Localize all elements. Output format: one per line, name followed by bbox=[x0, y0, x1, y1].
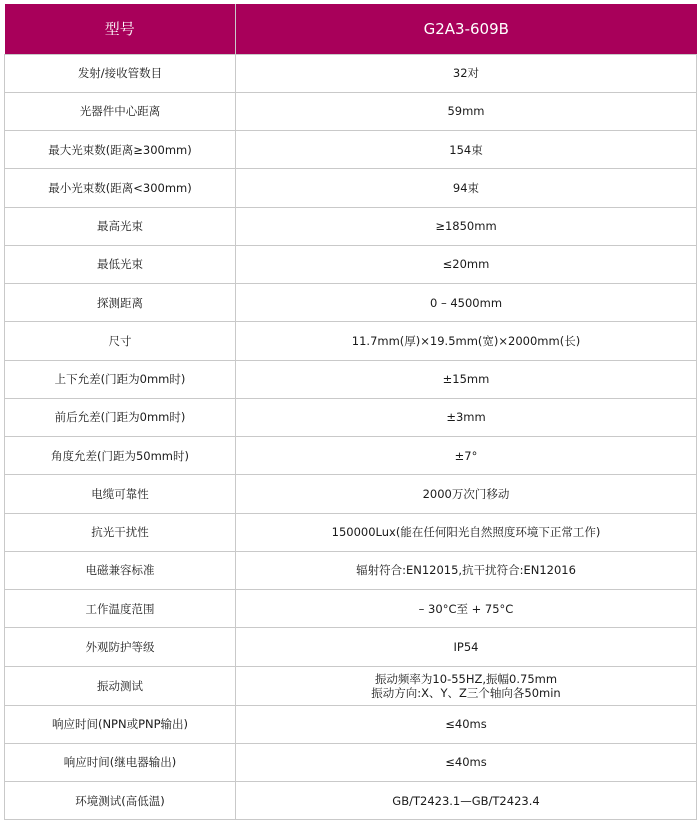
spec-value: ±15mm bbox=[236, 360, 697, 398]
spec-label: 发射/接收管数目 bbox=[5, 54, 236, 92]
spec-label: 外观防护等级 bbox=[5, 628, 236, 666]
spec-label: 响应时间(继电器输出) bbox=[5, 743, 236, 781]
spec-label: 电磁兼容标准 bbox=[5, 551, 236, 589]
spec-value: 32对 bbox=[236, 54, 697, 92]
spec-label: 角度允差(门距为50mm时) bbox=[5, 437, 236, 475]
spec-label: 工作温度范围 bbox=[5, 590, 236, 628]
model-value: G2A3-609B bbox=[236, 4, 697, 54]
model-label: 型号 bbox=[5, 4, 236, 54]
table-row bbox=[5, 437, 697, 475]
table-row bbox=[5, 169, 697, 207]
spec-value: ≤40ms bbox=[236, 705, 697, 743]
spec-label: 探测距离 bbox=[5, 284, 236, 322]
spec-value: 94束 bbox=[236, 169, 697, 207]
table-row bbox=[5, 54, 697, 92]
spec-value: ±7° bbox=[236, 437, 697, 475]
spec-value: 59mm bbox=[236, 92, 697, 130]
table-row bbox=[5, 398, 697, 436]
table-row bbox=[5, 207, 697, 245]
spec-value: 辐射符合:EN12015,抗干扰符合:EN12016 bbox=[236, 551, 697, 589]
spec-table bbox=[4, 4, 697, 820]
table-row bbox=[5, 245, 697, 283]
table-row bbox=[5, 590, 697, 628]
spec-label: 振动测试 bbox=[5, 666, 236, 705]
spec-label: 电缆可靠性 bbox=[5, 475, 236, 513]
table-row bbox=[5, 92, 697, 130]
table-row bbox=[5, 705, 697, 743]
spec-value: 11.7mm(厚)×19.5mm(宽)×2000mm(长) bbox=[236, 322, 697, 360]
spec-value: 150000Lux(能在任何阳光自然照度环境下正常工作) bbox=[236, 513, 697, 551]
spec-value: 154束 bbox=[236, 131, 697, 169]
table-row bbox=[5, 475, 697, 513]
spec-label: 上下允差(门距为0mm时) bbox=[5, 360, 236, 398]
spec-value: – 30°C至 + 75°C bbox=[236, 590, 697, 628]
table-row bbox=[5, 782, 697, 820]
spec-label: 响应时间(NPN或PNP输出) bbox=[5, 705, 236, 743]
table-row bbox=[5, 666, 697, 705]
spec-label: 最低光束 bbox=[5, 245, 236, 283]
spec-label: 前后允差(门距为0mm时) bbox=[5, 398, 236, 436]
spec-value: ±3mm bbox=[236, 398, 697, 436]
spec-label: 尺寸 bbox=[5, 322, 236, 360]
table-row bbox=[5, 513, 697, 551]
spec-label: 最小光束数(距离<300mm) bbox=[5, 169, 236, 207]
spec-value-line: 振动频率为10-55HZ,振幅0.75mm bbox=[374, 671, 558, 686]
spec-value-line: 振动方向:X、Y、Z三个轴向各50min bbox=[371, 685, 561, 700]
spec-value: 2000万次门移动 bbox=[236, 475, 697, 513]
spec-label: 最大光束数(距离≥300mm) bbox=[5, 131, 236, 169]
spec-value: GB/T2423.1—GB/T2423.4 bbox=[236, 782, 697, 820]
spec-label: 抗光干扰性 bbox=[5, 513, 236, 551]
table-row bbox=[5, 322, 697, 360]
spec-value: ≤40ms bbox=[236, 743, 697, 781]
table-row bbox=[5, 743, 697, 781]
table-row bbox=[5, 360, 697, 398]
spec-value: 0 – 4500mm bbox=[236, 284, 697, 322]
table-row bbox=[5, 131, 697, 169]
table-header-row bbox=[5, 4, 697, 54]
table-row bbox=[5, 284, 697, 322]
spec-label: 最高光束 bbox=[5, 207, 236, 245]
spec-value: ≤20mm bbox=[236, 245, 697, 283]
spec-value: IP54 bbox=[236, 628, 697, 666]
spec-value bbox=[236, 666, 697, 705]
table-row bbox=[5, 551, 697, 589]
spec-label: 环境测试(高低温) bbox=[5, 782, 236, 820]
spec-label: 光器件中心距离 bbox=[5, 92, 236, 130]
table-row bbox=[5, 628, 697, 666]
spec-value: ≥1850mm bbox=[236, 207, 697, 245]
